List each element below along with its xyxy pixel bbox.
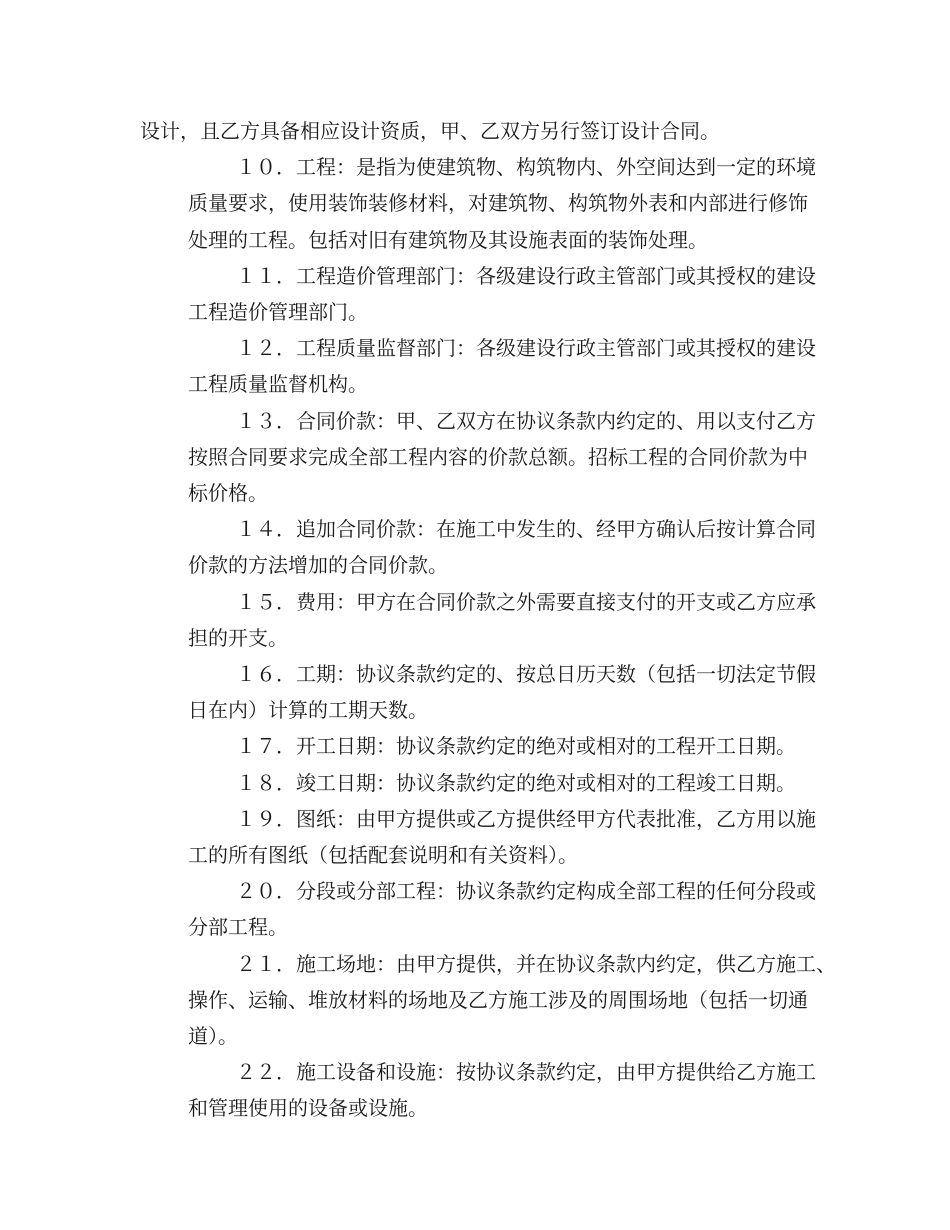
clause-paragraph-p12 [140, 330, 820, 402]
text-line: １８．竣工日期：协议条款约定的绝对或相对的工程竣工日期。 [236, 770, 796, 795]
text-line: 工程造价管理部门。 [188, 300, 368, 325]
text-line: １５．费用：甲方在合同价款之外需要直接支付的开支或乙方应承 [236, 589, 816, 614]
clause-paragraph-p20 [140, 873, 820, 945]
text-line: １９．图纸：由甲方提供或乙方提供经甲方代表批准，乙方用以施 [236, 806, 816, 831]
text-line: ２０．分段或分部工程：协议条款约定构成全部工程的任何分段或 [236, 879, 816, 904]
text-line: 价款的方法增加的合同价款。 [188, 553, 448, 578]
text-line: １６．工期：协议条款约定的、按总日历天数（包括一切法定节假 [236, 662, 816, 687]
clause-paragraph-p15 [140, 584, 820, 656]
clause-paragraph-p10 [140, 149, 820, 258]
clause-paragraph-p21 [140, 946, 836, 1055]
text-line: １７．开工日期：协议条款约定的绝对或相对的工程开工日期。 [236, 734, 796, 759]
text-line: 日在内）计算的工期天数。 [188, 698, 428, 723]
clause-paragraph-p17 [140, 728, 820, 764]
text-line: １４．追加合同价款：在施工中发生的、经甲方确认后按计算合同 [236, 517, 816, 542]
clause-paragraph-p22 [140, 1054, 820, 1126]
text-line: 标价格。 [188, 481, 268, 506]
text-line: 设计，且乙方具备相应设计资质，甲、乙双方另行签订设计合同。 [140, 119, 720, 143]
text-line: 分部工程。 [188, 915, 288, 940]
clause-paragraph-p19 [140, 801, 820, 873]
text-line: 处理的工程。包括对旧有建筑物及其设施表面的装饰处理。 [188, 227, 708, 252]
text-line: 和管理使用的设备或设施。 [188, 1096, 428, 1121]
text-line: 担的开支。 [188, 625, 288, 650]
clause-paragraph-p11 [140, 258, 820, 330]
document-body [140, 113, 836, 1127]
clause-paragraph-p13 [140, 403, 820, 512]
text-line: 质量要求，使用装饰装修材料，对建筑物、构筑物外表和内部进行修饰 [188, 191, 808, 216]
text-line: ２２．施工设备和设施：按协议条款约定，由甲方提供给乙方施工 [236, 1060, 816, 1085]
text-line: 按照合同要求完成全部工程内容的价款总额。招标工程的合同价款为中 [188, 444, 808, 469]
text-line: 工的所有图纸（包括配套说明和有关资料）。 [188, 843, 578, 868]
clause-paragraph-p18 [140, 765, 820, 801]
text-line: ２１．施工场地：由甲方提供，并在协议条款内约定，供乙方施工、 [236, 951, 836, 976]
text-line: １１．工程造价管理部门：各级建设行政主管部门或其授权的建设 [236, 263, 816, 288]
clause-paragraph-p14 [140, 511, 820, 583]
text-line: 工程质量监督机构。 [188, 372, 368, 397]
text-line: １３．合同价款：甲、乙双方在协议条款内约定的、用以支付乙方 [236, 408, 816, 433]
text-line: 道）。 [188, 1024, 238, 1049]
clause-paragraph-p09 [140, 113, 820, 149]
text-line: １０．工程：是指为使建筑物、构筑物内、外空间达到一定的环境 [236, 155, 816, 180]
text-line: １２．工程质量监督部门：各级建设行政主管部门或其授权的建设 [236, 336, 816, 361]
clause-paragraph-p16 [140, 656, 820, 728]
text-line: 操作、运输、堆放材料的场地及乙方施工涉及的周围场地（包括一切通 [188, 987, 808, 1012]
